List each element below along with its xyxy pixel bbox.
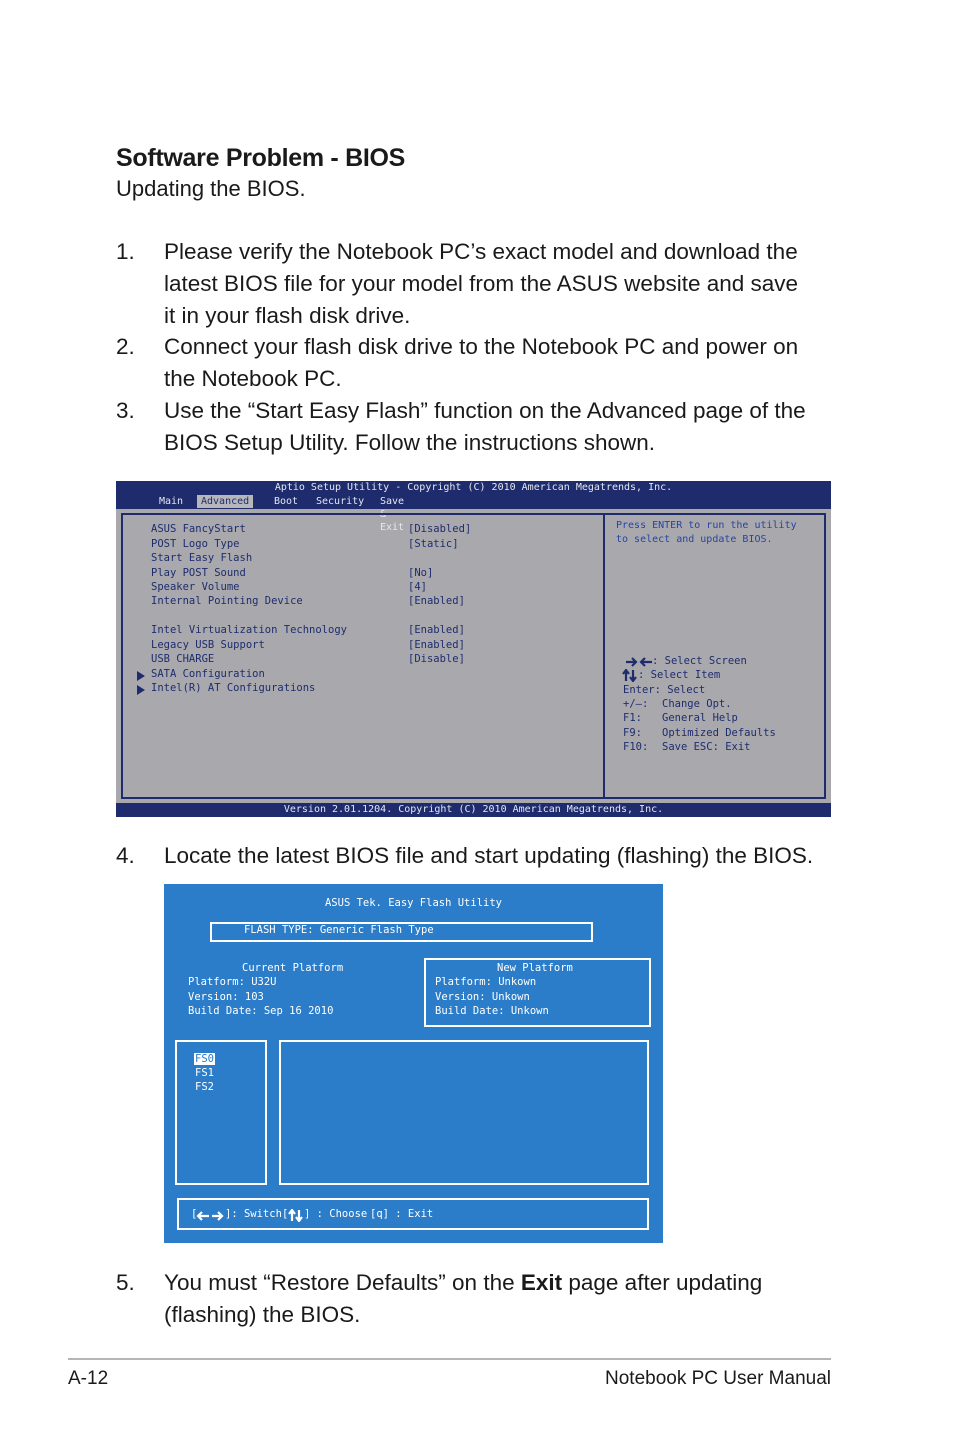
key-hint-desc: General Help: [662, 712, 738, 724]
bios-item-label[interactable]: ASUS FancyStart: [151, 523, 246, 535]
hint-choose: ] : Choose: [304, 1208, 368, 1220]
bios-version-footer: Version 2.01.1204. Copyright (C) 2010 American Megatrends, Inc.: [116, 803, 831, 817]
bios-item-value[interactable]: [Enabled]: [408, 595, 465, 607]
bios-tab-advanced[interactable]: Advanced: [197, 495, 253, 508]
submenu-arrow-icon: [137, 671, 145, 681]
key-hint-desc: Optimized Defaults: [662, 727, 776, 739]
hint-switch: ]: Switch: [225, 1208, 282, 1220]
left-right-arrows-icon: [196, 1210, 226, 1222]
bios-setup-screenshot: [116, 481, 831, 817]
key-hint-desc: Change Opt.: [662, 698, 732, 710]
key-hint-key: +/—:: [623, 698, 649, 710]
bios-item-label[interactable]: Intel Virtualization Technology: [151, 624, 347, 636]
current-platform-value: Platform: U32U: [188, 976, 277, 988]
bios-item-label[interactable]: USB CHARGE: [151, 653, 215, 665]
bios-item-start-easy-flash[interactable]: Start Easy Flash: [151, 552, 253, 564]
bios-item-label[interactable]: Play POST Sound: [151, 567, 246, 579]
up-down-arrows-icon: [622, 669, 638, 682]
current-platform-heading: Current Platform: [242, 962, 344, 974]
easy-flash-screenshot: [164, 884, 663, 1243]
bios-help-text: to select and update BIOS.: [616, 534, 773, 545]
new-build-date: Build Date: Unkown: [435, 1005, 549, 1017]
step-number: 2.: [116, 334, 135, 359]
key-hint-enter: Enter: Select: [623, 684, 706, 696]
bios-item-label[interactable]: POST Logo Type: [151, 538, 240, 550]
step-number: 1.: [116, 239, 135, 264]
bios-submenu-sata[interactable]: SATA Configuration: [151, 668, 265, 680]
page-title: Software Problem - BIOS: [116, 144, 405, 172]
current-version-value: Version: 103: [188, 991, 264, 1003]
left-right-arrows-icon: [624, 656, 654, 668]
bios-item-value[interactable]: [Disabled]: [408, 523, 472, 535]
step-text-line: Locate the latest BIOS file and start updating (flashing) the BIOS.: [164, 843, 814, 868]
drive-fs0[interactable]: FS0: [195, 1053, 214, 1065]
bios-item-value[interactable]: [Enabled]: [408, 624, 465, 636]
drive-fs2[interactable]: FS2: [195, 1081, 214, 1093]
step-4: [116, 840, 846, 872]
step-text-line: it in your flash disk drive.: [164, 303, 411, 328]
drive-fs1[interactable]: FS1: [195, 1067, 214, 1079]
hint-exit: [q] : Exit: [370, 1208, 434, 1220]
step-text-line: Please verify the Notebook PC’s exact model and download the: [164, 239, 798, 264]
flash-type-label: FLASH TYPE: Generic Flash Type: [244, 924, 434, 936]
new-platform-value: Platform: Unkown: [435, 976, 537, 988]
bios-submenu-intel-at[interactable]: Intel(R) AT Configurations: [151, 682, 316, 694]
bios-tab-boot[interactable]: Boot: [274, 496, 299, 507]
step-text-line: Connect your flash disk drive to the Notebook PC and power on: [164, 334, 799, 359]
bios-panel-divider: [603, 513, 605, 799]
easy-flash-title: ASUS Tek. Easy Flash Utility: [324, 897, 502, 909]
bios-tab-save-exit[interactable]: Save & Exit: [380, 496, 405, 533]
step-3: [116, 395, 846, 459]
bios-item-value[interactable]: [Static]: [408, 538, 459, 550]
step-text-line: the Notebook PC.: [164, 366, 342, 391]
step-text-line: Use the “Start Easy Flash” function on the Advanced page of the: [164, 398, 806, 423]
bios-tab-security[interactable]: Security: [316, 496, 365, 507]
step-text-line: (flashing) the BIOS.: [164, 1302, 361, 1327]
step-1: [116, 236, 846, 332]
submenu-arrow-icon: [137, 685, 145, 695]
new-version-value: Version: Unkown: [435, 991, 530, 1003]
step-text-line: latest BIOS file for your model from the ASUS website and save: [164, 271, 799, 296]
manual-title: Notebook PC User Manual: [605, 1368, 831, 1389]
bios-tab-main[interactable]: Main: [159, 496, 184, 507]
page-number: A-12: [68, 1368, 109, 1389]
step-2: [116, 331, 846, 395]
key-hint-key: F9:: [623, 727, 642, 739]
bios-item-value[interactable]: [No]: [408, 567, 434, 579]
footer-rule: [68, 1358, 831, 1360]
bios-item-label[interactable]: Internal Pointing Device: [151, 595, 303, 607]
step-text-bold: Exit: [520, 1270, 563, 1295]
drive-list-panel: [175, 1040, 267, 1185]
step-text: page after updating: [562, 1270, 763, 1295]
key-hint-select-item: : Select Item: [638, 669, 721, 681]
bios-item-label[interactable]: Legacy USB Support: [151, 639, 265, 651]
file-list-panel[interactable]: [279, 1040, 649, 1185]
page-subtitle: Updating the BIOS.: [116, 176, 306, 201]
key-hint-select-screen: : Select Screen: [652, 655, 747, 667]
bios-item-value[interactable]: [4]: [408, 581, 427, 593]
step-number: 5.: [116, 1270, 135, 1295]
new-platform-heading: New Platform: [497, 962, 573, 974]
bios-help-text: Press ENTER to run the utility: [616, 520, 797, 531]
hint-bracket-open: [: [191, 1208, 198, 1220]
bios-item-label[interactable]: Speaker Volume: [151, 581, 240, 593]
bios-header: Aptio Setup Utility - Copyright (C) 2010 American Megatrends, Inc.: [274, 482, 673, 493]
bios-item-value[interactable]: [Disable]: [408, 653, 465, 665]
step-text: You must “Restore Defaults” on the: [164, 1270, 521, 1295]
step-number: 4.: [116, 843, 135, 868]
step-number: 3.: [116, 398, 135, 423]
step-5: [116, 1267, 846, 1331]
key-hint-desc: Save ESC: Exit: [662, 741, 751, 753]
current-build-date: Build Date: Sep 16 2010: [188, 1005, 334, 1017]
step-text-line: BIOS Setup Utility. Follow the instructions shown.: [164, 430, 656, 455]
key-hint-key: F1:: [623, 712, 642, 724]
bios-item-value[interactable]: [Enabled]: [408, 639, 465, 651]
hint-bracket-open: [: [282, 1208, 289, 1220]
up-down-arrows-icon: [288, 1209, 304, 1222]
key-hint-key: F10:: [623, 741, 649, 753]
